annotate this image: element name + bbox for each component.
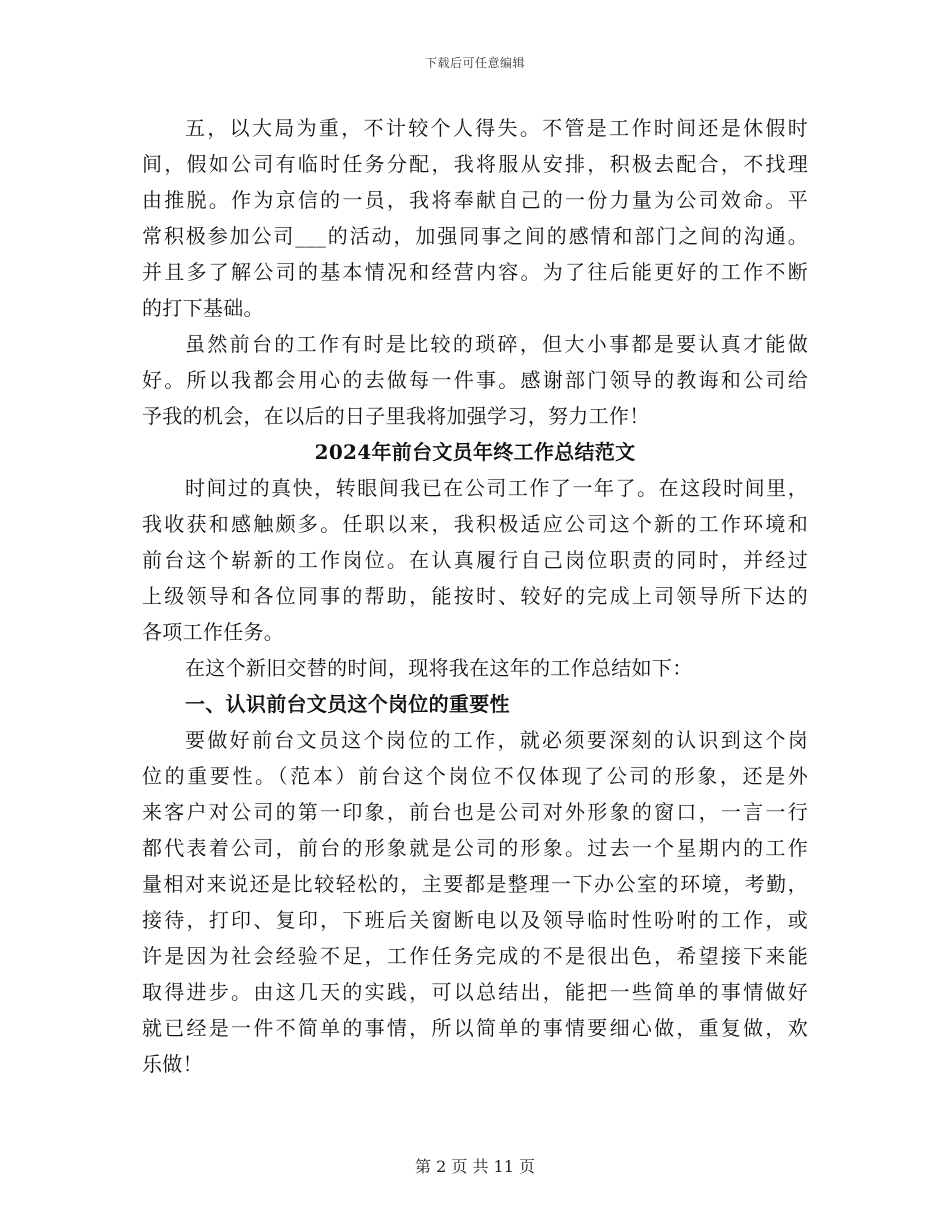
paragraph-line: 我收获和感触颇多。任职以来，我积极适应公司这个新的工作环境和 xyxy=(142,512,808,536)
paragraph-line: 好。所以我都会用心的去做每一件事。感谢部门领导的教诲和公司给 xyxy=(142,368,808,392)
paragraph-line: 来客户对公司的第一印象，前台也是公司对外形象的窗口，一言一行 xyxy=(142,800,808,824)
paragraph-line: 乐做！ xyxy=(142,1052,203,1076)
paragraph-line: 由推脱。作为京信的一员，我将奉献自己的一份力量为公司效命。平 xyxy=(142,188,808,212)
paragraph-line: 都代表着公司，前台的形象就是公司的形象。过去一个星期内的工作 xyxy=(142,836,808,860)
section-title: 2024年前台文员年终工作总结范文 xyxy=(314,440,636,464)
paragraph-line: 要做好前台文员这个岗位的工作，就必须要深刻的认识到这个岗 xyxy=(185,728,808,752)
paragraph-line: 予我的机会，在以后的日子里我将加强学习，努力工作！ xyxy=(142,404,650,428)
paragraph-line: 取得进步。由这几天的实践，可以总结出，能把一些简单的事情做好 xyxy=(142,980,808,1004)
paragraph-line: 各项工作任务。 xyxy=(142,620,285,644)
paragraph-line: 并且多了解公司的基本情况和经营内容。为了往后能更好的工作不断 xyxy=(142,260,808,284)
paragraph-line: 时间过的真快，转眼间我已在公司工作了一年了。在这段时间里， xyxy=(185,476,808,500)
paragraph-line: 上级领导和各位同事的帮助，能按时、较好的完成上司领导所下达的 xyxy=(142,584,808,608)
document-body xyxy=(142,110,808,1082)
paragraph-line: 虽然前台的工作有时是比较的琐碎，但大小事都是要认真才能做 xyxy=(185,332,808,356)
page-footer: 第 2 页 共 11 页 xyxy=(415,1157,535,1176)
subsection-heading: 一、认识前台文员这个岗位的重要性 xyxy=(185,692,510,716)
paragraph-line: 在这个新旧交替的时间，现将我在这年的工作总结如下： xyxy=(185,656,693,680)
paragraph-line: 的打下基础。 xyxy=(142,296,264,320)
paragraph-line: 前台这个崭新的工作岗位。在认真履行自己岗位职责的同时，并经过 xyxy=(142,548,808,572)
paragraph-line: 常积极参加公司___的活动，加强同事之间的感情和部门之间的沟通。 xyxy=(142,224,808,248)
paragraph-line: 许是因为社会经验不足，工作任务完成的不是很出色，希望接下来能 xyxy=(142,944,808,968)
paragraph-line: 位的重要性。（范本）前台这个岗位不仅体现了公司的形象，还是外 xyxy=(142,764,808,788)
paragraph-line: 间，假如公司有临时任务分配，我将服从安排，积极去配合，不找理 xyxy=(142,152,808,176)
page-header: 下载后可任意编辑 xyxy=(424,56,525,70)
paragraph-line: 就已经是一件不简单的事情，所以简单的事情要细心做，重复做，欢 xyxy=(142,1016,808,1040)
paragraph-line: 量相对来说还是比较轻松的，主要都是整理一下办公室的环境，考勤， xyxy=(142,872,808,896)
paragraph-line: 接待，打印、复印，下班后关窗断电以及领导临时性吩咐的工作，或 xyxy=(142,908,808,932)
paragraph-line: 五，以大局为重，不计较个人得失。不管是工作时间还是休假时 xyxy=(185,116,808,140)
